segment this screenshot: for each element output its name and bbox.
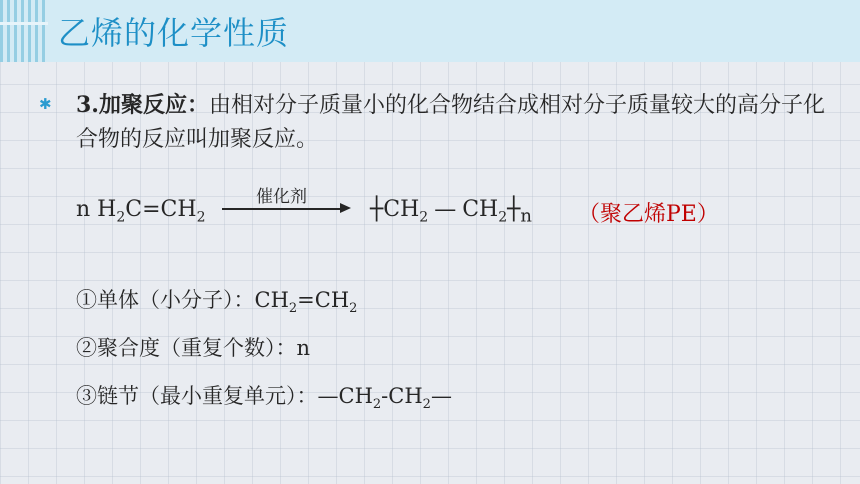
item-value: n bbox=[296, 336, 311, 360]
catalyst-label: 催化剂 bbox=[256, 187, 307, 207]
bond-dash: — bbox=[434, 197, 457, 222]
definition-text: 由相对分子质量小的化合物结合成相对分子质量较大的高分子化合物的反应叫加聚反应。 bbox=[76, 93, 825, 152]
monomer-line bbox=[76, 284, 357, 316]
subscript: 2 bbox=[422, 397, 431, 413]
formula-part: CH bbox=[254, 288, 289, 312]
definition-paragraph bbox=[76, 88, 846, 157]
product bbox=[370, 197, 532, 226]
bracket-close: ┼ bbox=[507, 197, 521, 222]
formula-part: —CH bbox=[317, 384, 373, 408]
repeat-unit-line bbox=[76, 380, 452, 412]
subscript: 2 bbox=[419, 209, 429, 226]
reactant-part: H bbox=[97, 197, 117, 222]
subscript: 2 bbox=[498, 209, 508, 226]
product-part: CH bbox=[462, 197, 499, 222]
subscript: 2 bbox=[349, 301, 358, 317]
arrow-head-icon bbox=[340, 203, 351, 213]
formula-part: -CH bbox=[381, 384, 423, 408]
polymer-name: （聚乙烯PE） bbox=[578, 202, 719, 227]
product-part: CH bbox=[383, 197, 420, 222]
asterisk-bullet-icon: ✱ bbox=[39, 95, 52, 113]
section-heading: 3.加聚反应： bbox=[76, 92, 209, 118]
subscript: 2 bbox=[372, 397, 382, 413]
reaction-arrow bbox=[222, 182, 352, 222]
subscript: 2 bbox=[196, 209, 206, 226]
bracket-open: ┼ bbox=[370, 197, 384, 222]
arrow-line bbox=[222, 208, 342, 210]
title-bar bbox=[0, 0, 860, 62]
reactant bbox=[76, 197, 206, 225]
item-label: ③链节（最小重复单元）： bbox=[76, 384, 318, 408]
reactant-coefficient: n bbox=[76, 197, 91, 222]
subscript: 2 bbox=[116, 209, 126, 226]
formula-part: =CH bbox=[297, 288, 350, 312]
item-label: ①单体（小分子）： bbox=[76, 288, 255, 312]
degree-line bbox=[76, 332, 310, 362]
bamboo-decoration-icon bbox=[0, 0, 48, 62]
formula-part: — bbox=[430, 384, 452, 408]
reactant-part: C=CH bbox=[125, 197, 197, 222]
degree-n: n bbox=[520, 205, 532, 227]
slide-title: 乙烯的化学性质 bbox=[58, 14, 290, 52]
item-label: ②聚合度（重复个数）： bbox=[76, 336, 297, 360]
subscript: 2 bbox=[288, 301, 298, 317]
